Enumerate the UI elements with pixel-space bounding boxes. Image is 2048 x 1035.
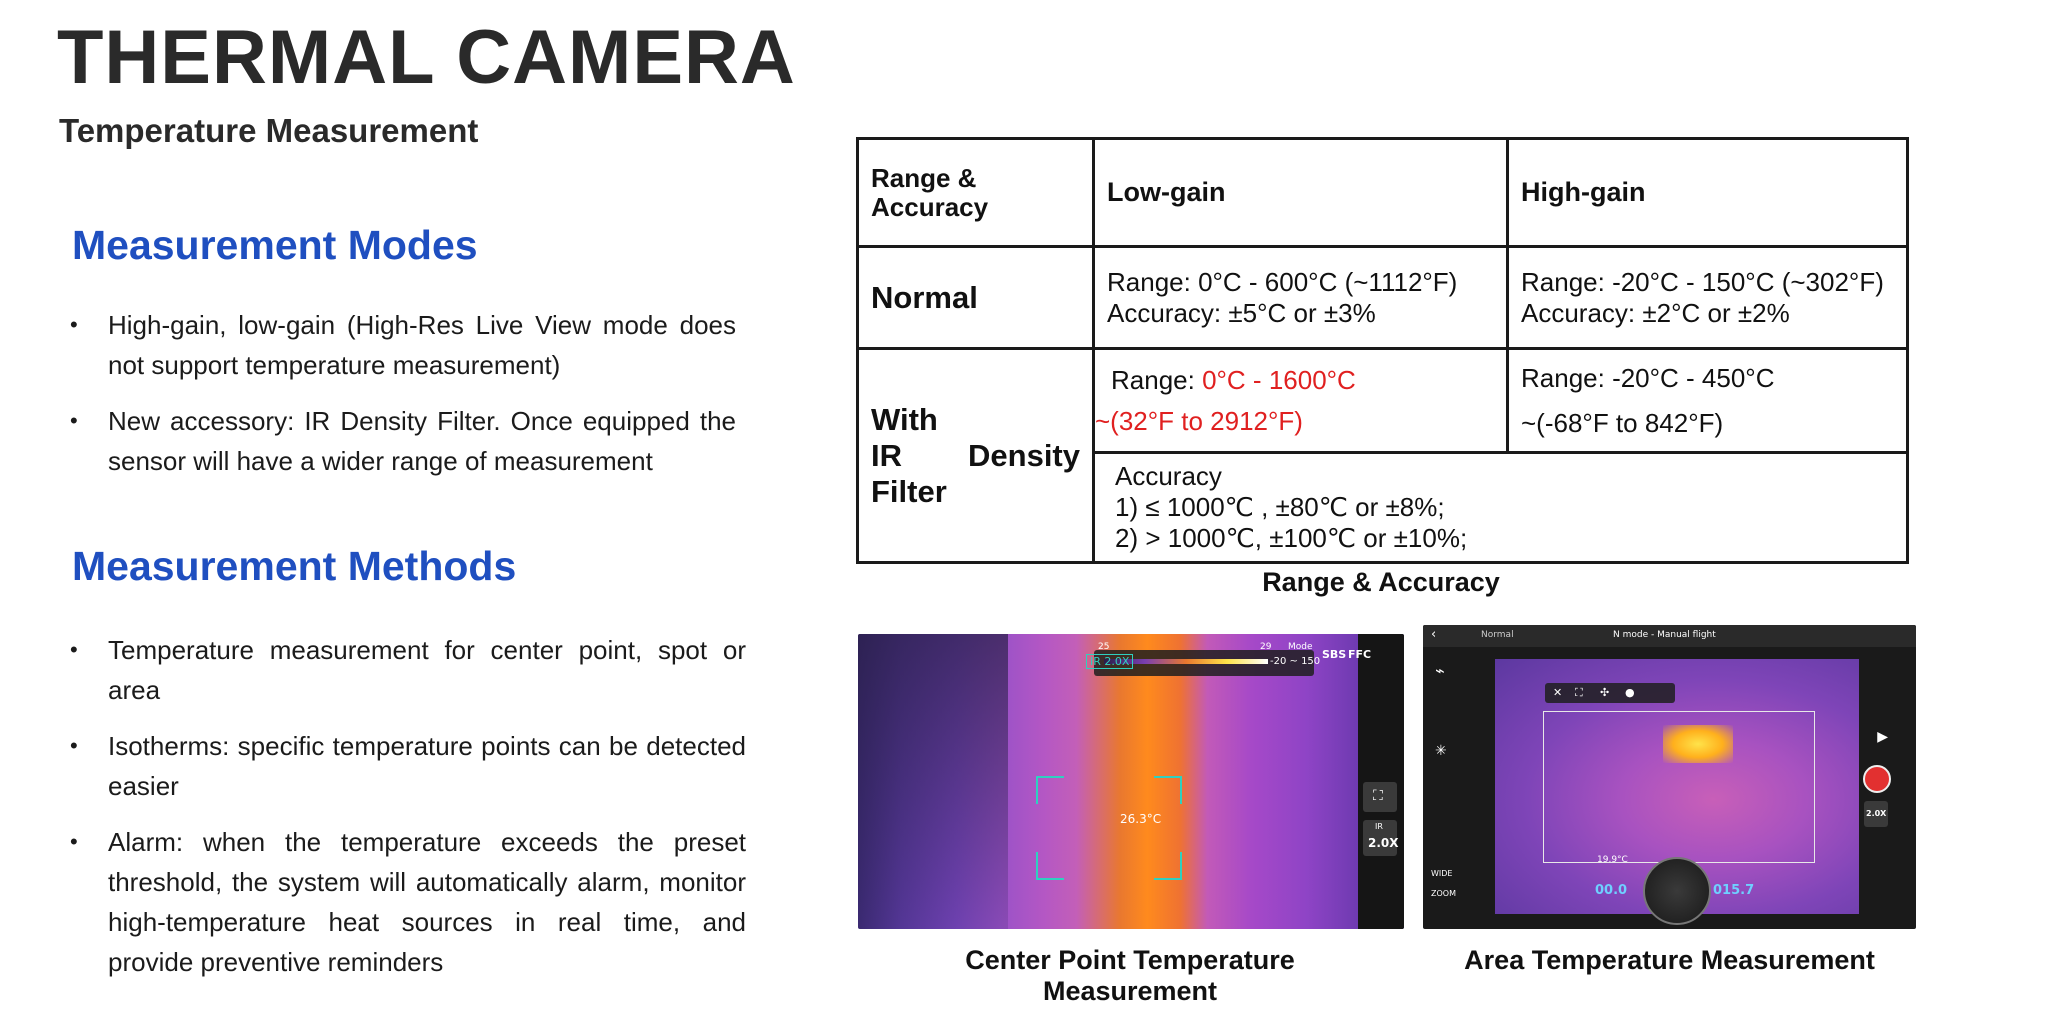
normal-high-accuracy: Accuracy: ±2°C or ±2% xyxy=(1521,297,1790,328)
filter-accuracy-title: Accuracy xyxy=(1115,461,1222,491)
sun-icon[interactable]: ✳ xyxy=(1435,743,1447,759)
zoom-button[interactable] xyxy=(1363,820,1397,856)
bracket-top-left xyxy=(1036,776,1064,804)
range-accuracy-table xyxy=(856,137,1909,564)
list-item: • Temperature measurement for center point, spot or area xyxy=(70,630,746,710)
mode-normal-label: Normal xyxy=(1481,630,1514,640)
filter-low-gain-cell xyxy=(1094,349,1508,453)
table-caption: Range & Accuracy xyxy=(1262,567,1500,597)
close-icon[interactable]: ✕ xyxy=(1553,686,1563,699)
filter-high-range-f: ~(-68°F to 842°F) xyxy=(1521,407,1724,438)
measurement-methods-heading: Measurement Methods xyxy=(72,543,517,589)
filter-label-line2 xyxy=(871,438,1080,474)
mode-label: Mode xyxy=(1288,642,1313,652)
page-subtitle: Temperature Measurement xyxy=(59,112,479,149)
zoom-value: 2.0X xyxy=(1368,836,1399,850)
table-header-high-gain: High-gain xyxy=(1508,139,1908,247)
list-item: • High-gain, low-gain (High-Res Live View mode does not support temperature measurement) xyxy=(70,305,736,385)
bracket-bottom-left xyxy=(1036,852,1064,880)
bracket-top-right xyxy=(1154,776,1182,804)
area-thermal-image xyxy=(1423,625,1916,929)
zoom-ir-label: IR xyxy=(1375,822,1383,831)
filter-low-range-value: 0°C - 1600°C xyxy=(1202,364,1356,395)
measurement-modes-heading: Measurement Modes xyxy=(72,222,478,268)
range-label: -20 ~ 150 xyxy=(1270,656,1321,667)
back-icon[interactable]: ‹ xyxy=(1431,627,1437,642)
filter-accuracy-1: 1) ≤ 1000℃ , ±80℃ or ±8%; xyxy=(1115,492,1445,522)
compass-widget xyxy=(1643,857,1711,925)
filter-label-line3: Filter xyxy=(871,473,947,509)
list-item: • New accessory: IR Density Filter. Once equipped the sensor will have a wider range of measurement xyxy=(70,401,736,481)
filter-label-density: Density xyxy=(968,437,1080,473)
normal-low-range: Range: 0°C - 600°C (~1112°F) xyxy=(1107,266,1458,297)
normal-high-gain-cell xyxy=(1508,247,1908,349)
record-button[interactable] xyxy=(1863,765,1891,793)
table-header-low-gain: Low-gain xyxy=(1094,139,1508,247)
list-item: • Isotherms: specific temperature points can be detected easier xyxy=(70,726,746,806)
measurement-modes-list xyxy=(70,305,736,497)
center-point-thermal-image xyxy=(858,634,1404,929)
bracket-bottom-right xyxy=(1154,852,1182,880)
center-point-caption xyxy=(940,945,1320,1007)
altitude-readout: 00.0 xyxy=(1595,883,1628,898)
distance-readout: 015.7 xyxy=(1713,883,1755,898)
normal-high-range: Range: -20°C - 150°C (~302°F) xyxy=(1521,266,1884,297)
table-row-normal xyxy=(858,247,1908,349)
filter-low-range xyxy=(1095,365,1494,396)
measurement-methods-list xyxy=(70,630,746,998)
normal-low-gain-cell xyxy=(1094,247,1508,349)
filter-label-line1: With xyxy=(871,401,938,437)
expand-icon[interactable]: ⛶ xyxy=(1575,686,1583,699)
drone-icon[interactable]: ⌁ xyxy=(1435,661,1445,680)
video-camera-icon[interactable]: ▶ xyxy=(1877,729,1888,745)
filter-low-range-prefix: Range: xyxy=(1111,364,1203,395)
center-point-caption-line2: Measurement xyxy=(1042,976,1218,1006)
table-header-row xyxy=(858,139,1908,247)
page-title: THERMAL CAMERA xyxy=(57,15,796,100)
filter-high-gain-cell xyxy=(1508,349,1908,453)
normal-low-accuracy: Accuracy: ±5°C or ±3% xyxy=(1107,297,1376,328)
filter-accuracy-2: 2) > 1000℃, ±100℃ or ±10%; xyxy=(1115,523,1468,553)
filter-high-range: Range: -20°C - 450°C xyxy=(1521,362,1775,393)
center-point-caption-line1: Center Point Temperature xyxy=(965,945,1295,975)
crosshair-icon[interactable]: ✣ xyxy=(1600,686,1610,699)
zoom-value: 2.0X xyxy=(1866,809,1887,818)
capture-button[interactable] xyxy=(1363,782,1397,812)
area-measurement-frame xyxy=(1543,711,1815,863)
table-header-range-accuracy: Range & Accuracy xyxy=(858,139,1094,247)
sbs-label: SBS xyxy=(1322,648,1347,661)
filter-label-ir: IR xyxy=(871,437,902,473)
center-temp-readout: 26.3°C xyxy=(1120,812,1162,826)
zoom-button[interactable] xyxy=(1864,801,1888,827)
scale-low-label: 25 xyxy=(1098,642,1110,652)
row-label-normal: Normal xyxy=(858,247,1094,349)
area-caption: Area Temperature Measurement xyxy=(1464,945,1875,975)
ir-zoom-badge: IR 2.0X xyxy=(1086,654,1133,669)
area-temp-readout: 19.9°C xyxy=(1597,855,1628,865)
row-label-ir-density-filter xyxy=(858,349,1094,563)
table-row-filter-range xyxy=(858,349,1908,453)
area-tool-bar[interactable] xyxy=(1545,683,1675,703)
filter-low-range-f: ~(32°F to 2912°F) xyxy=(1095,405,1303,436)
frame-icon: ⛶ xyxy=(1373,788,1383,804)
dark-region xyxy=(858,634,1008,929)
wide-label[interactable]: WIDE xyxy=(1431,869,1453,878)
flight-mode-label: N mode - Manual flight xyxy=(1613,630,1716,640)
scale-high-label: 29 xyxy=(1260,642,1272,652)
ffc-label: FFC xyxy=(1348,648,1372,661)
drop-icon[interactable]: ● xyxy=(1625,686,1635,699)
zoom-label[interactable]: ZOOM xyxy=(1431,889,1456,898)
filter-accuracy-cell xyxy=(1094,453,1908,563)
list-item: • Alarm: when the temperature exceeds the preset threshold, the system will automatically alarm, monitor high-temperature heat sources in real time, and provide preventive reminders xyxy=(70,822,746,982)
